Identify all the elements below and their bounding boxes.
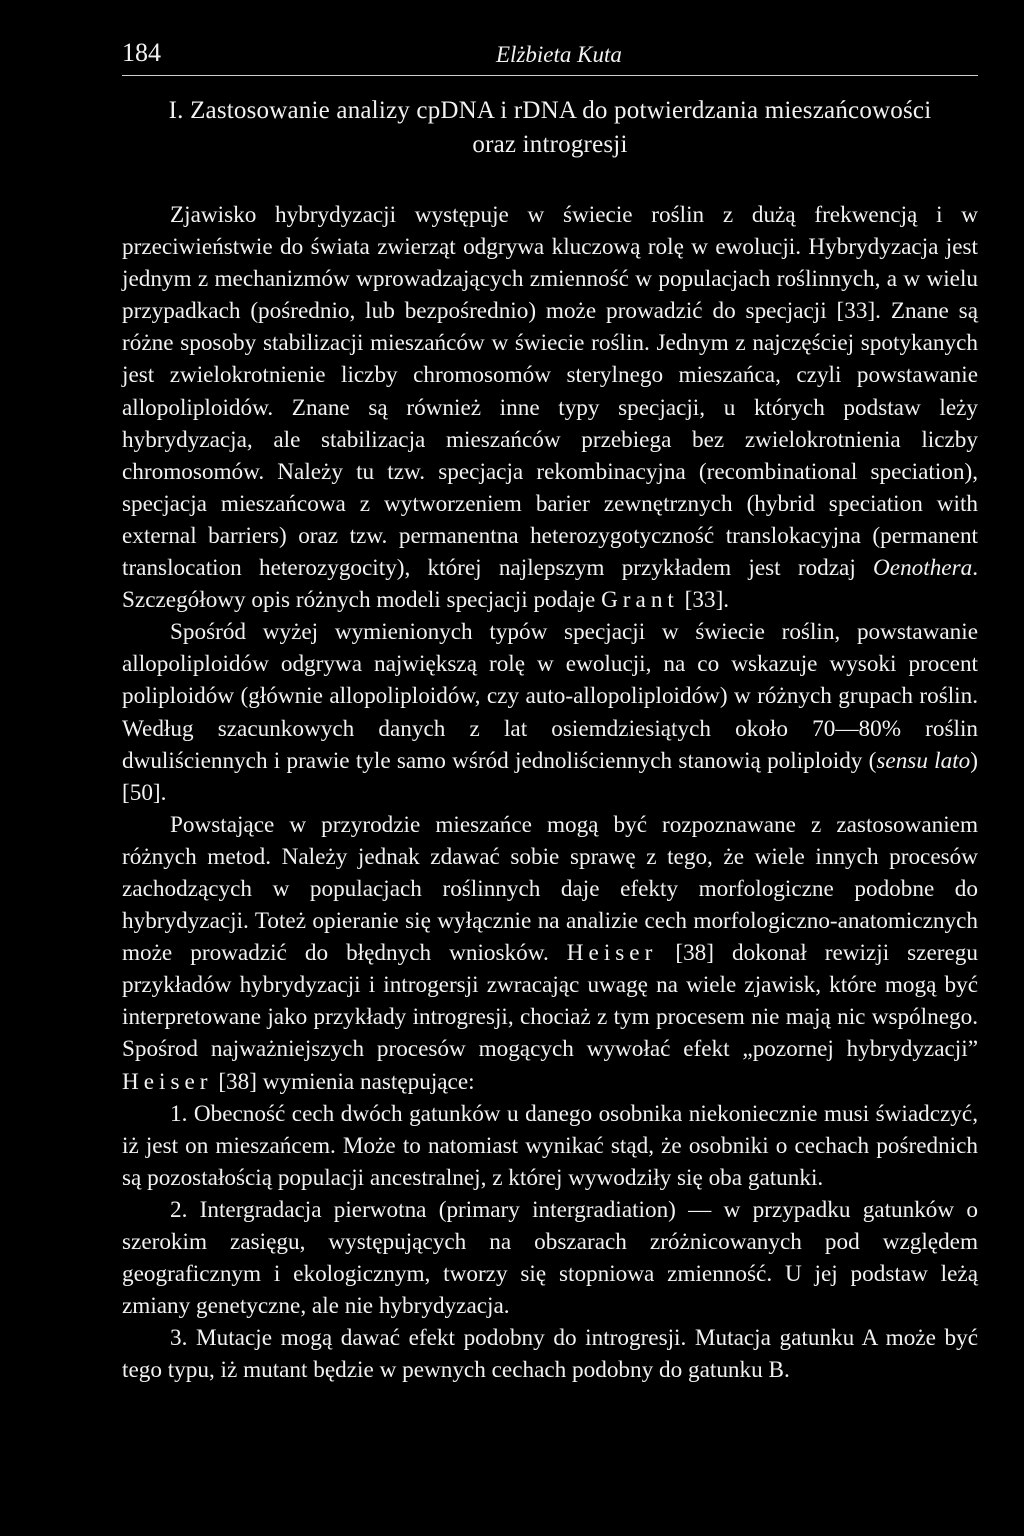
paragraph-3-text-c: [38] wymienia następujące: <box>212 1068 475 1095</box>
sensu-lato: sensu lato <box>876 747 971 774</box>
paragraph-2-text-b: ) [50]. <box>122 747 978 806</box>
section-heading-line-2: oraz introgresji <box>472 131 628 158</box>
genus-name: Oenothera <box>873 555 973 582</box>
author-grant: Grant <box>601 587 679 614</box>
paragraph-1-text-a: Zjawisko hybrydyzacji występuje w świecie roślin z dużą frekwencją i w przeciwieństwie do świata zwierząt odgrywa kluczową rolę w ewolucji. Hybrydyzacja jest jednym z mechanizmów wprowadzających zmienność w populacjach roślinnych, a w wielu przypadkach (pośrednio, lub bezpośrednio) może prowadzić do specjacji [33]. Znane są różne sposoby stabilizacji mieszańców w świecie roślin. Jednym z najczęściej spotykanych jest zwielokrotnienie liczby chromosomów sterylnego mieszańca, czyli powstawanie allopoliploidów. Znane są również inne typy specjacji, u których podstaw leży hybrydyzacja, ale stabilizacja mieszańców przebiega bez zwielokrotnienia liczby chromosomów. Należy tu tzw. specjacja rekombinacyjna (recombinational speciation), specjacja mieszańcowa z wytworzeniem barier zewnętrznych (hybrid speciation with external barriers) oraz tzw. permanentna heterozygotyczność translokacyjna (permanent translocation heterozygocity), której najlepszym przykładem jest rodzaj <box>122 202 978 582</box>
paragraph-1 <box>122 199 978 616</box>
paragraph-3-text-a: Powstające w przyrodzie mieszańce mogą być rozpoznawane z zastosowaniem różnych metod. Należy jednak zdawać sobie sprawę z tego, że wiele innych procesów zachodzących w populacjach roślinnych daje efekty morfologiczne podobne do hybrydyzacji. Toteż opieranie się wyłącznie na analizie cech morfologiczno-anatomicznych może prowadzić do błędnych wniosków. <box>122 811 978 967</box>
paragraph-2-text-a: Spośród wyżej wymienionych typów specjacji w świecie roślin, powstawanie allopoliploidów odgrywa największą rolę w ewolucji, na co wskazuje wysoki procent poliploidów (głównie allopoliploidów, czy auto-allopoliploidów) w różnych grupach roślin. Według szacunkowych danych z lat osiemdziesiątych około 70—80% roślin dwuliściennych i prawie tyle samo wśród jednoliściennych stanowią poliploidy ( <box>122 619 978 774</box>
section-heading-line-1: I. Zastosowanie analizy cpDNA i rDNA do potwierdzania mieszańcowości <box>168 97 932 124</box>
list-item-3: 3. Mutacje mogą dawać efekt podobny do introgresji. Mutacja gatunku A może być tego typu, iż mutant będzie w pewnych cechach podobny do gatunku B. <box>122 1325 978 1384</box>
header-rule <box>122 75 978 76</box>
running-head-author: Elżbieta Kuta <box>496 42 622 67</box>
author-heiser-1: Heiser <box>566 940 658 967</box>
list-item-1: 1. Obecność cech dwóch gatunków u danego osobnika niekoniecznie musi świadczyć, iż jest on mieszańcem. Może to natomiast wynikać stąd, że osobniki o cechach pośrednich są pozostałością populacji ancestralnej, z której wywodziły się oba gatunki. <box>122 1100 978 1191</box>
page-header <box>122 38 978 72</box>
paragraph-1-text-b: . Szczegółowy opis różnych modeli specjacji podaje <box>122 555 978 614</box>
page-number: 184 <box>122 38 161 67</box>
paragraph-3 <box>122 809 978 1098</box>
list-item-2: 2. Intergradacja pierwotna (primary intergradiation) — w przypadku gatunków o szerokim zasięgu, występujących na obszarach zróżnicowanych pod względem geograficznym i ekologicznym, tworzy się stopniowa zmienność. U jej podstaw leżą zmiany genetyczne, ale nie hybrydyzacja. <box>122 1196 978 1320</box>
paragraph-2 <box>122 616 978 809</box>
body-text <box>122 199 978 1386</box>
author-heiser-2: Heiser <box>122 1068 213 1095</box>
paragraph-3-text-b: [38] dokonał rewizji szeregu przykładów hybrydyzacji i introgersji zwracając uwagę na wiele zjawisk, które mogą być interpretowane jako przykłady introgresji, chociaż z tym procesem nie mają nic wspólnego. Spośrod najważniejszych procesów mogących wywołać efekt „pozornej hybrydyzacji” <box>122 940 978 1063</box>
paragraph-1-text-c: [33]. <box>678 587 730 614</box>
section-heading <box>122 94 978 162</box>
